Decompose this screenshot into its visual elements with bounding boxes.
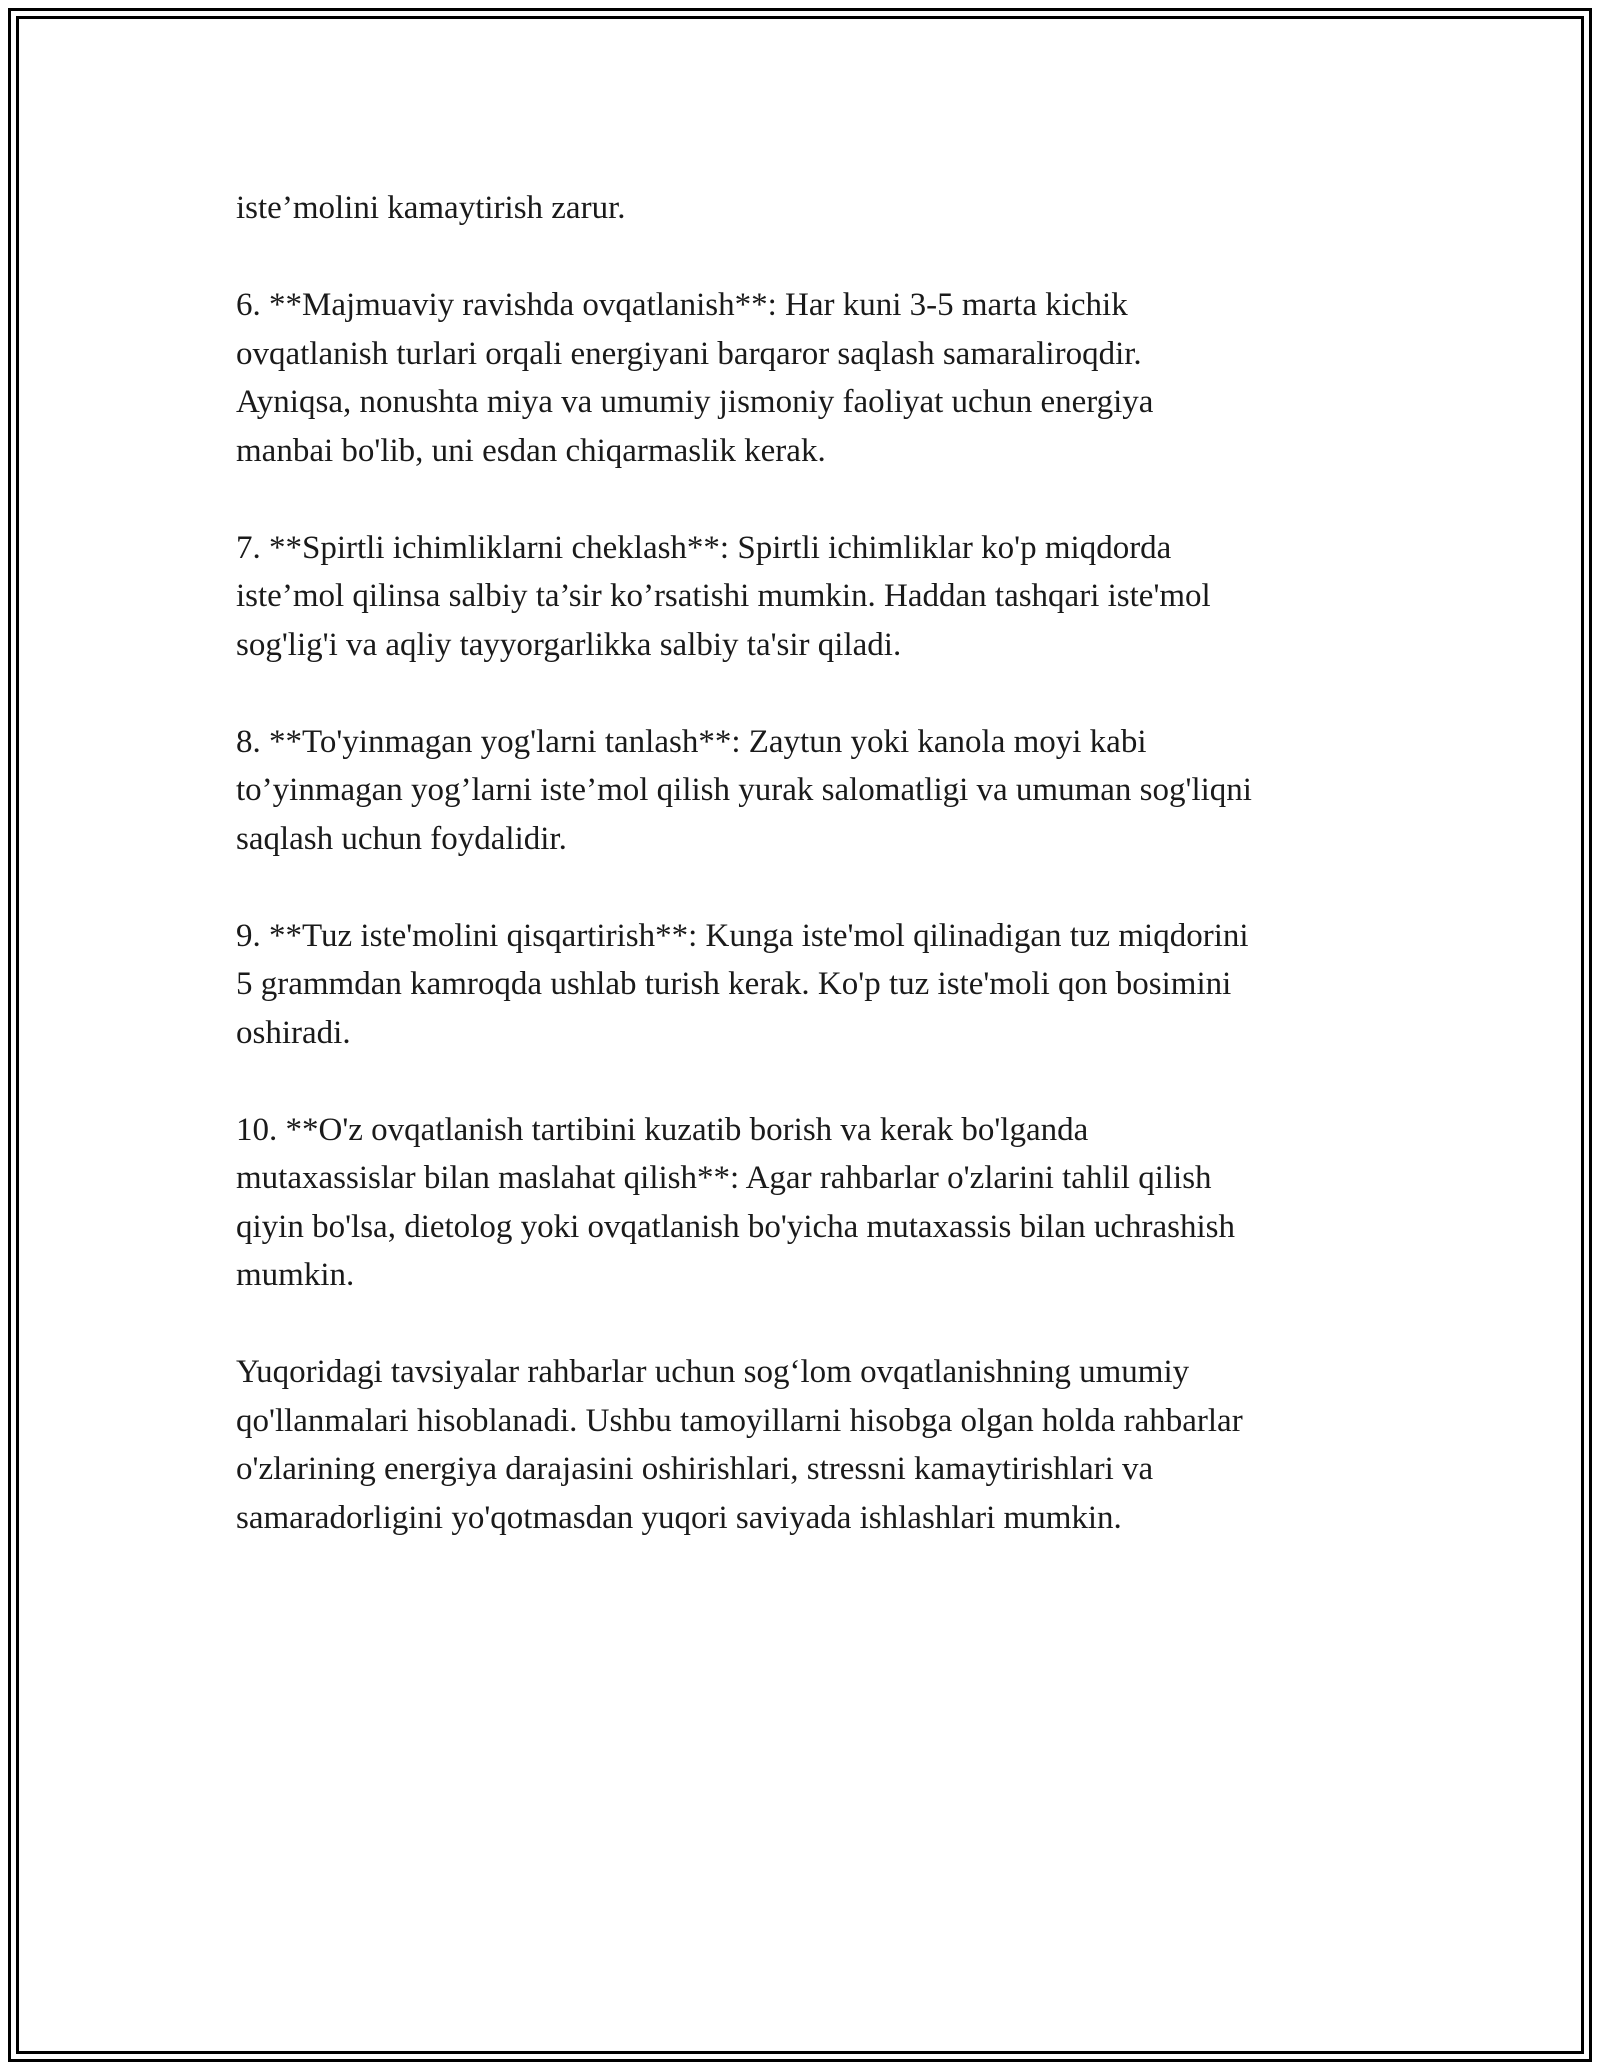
- paragraph-continuation: iste’molini kamaytirish zarur.: [236, 190, 626, 226]
- list-item-8: 8. **To'yinmagan yog'larni tanlash**: Zaytun yoki kanola moyi kabi to’yinmagan yog’larni iste’mol qilish yurak salomatligi va umuman sog'liqni saqlash uchun foydalidir.: [236, 723, 1252, 857]
- list-item-9: 9. **Tuz iste'molini qisqartirish**: Kunga iste'mol qilinadigan tuz miqdorini 5 grammdan kamroqda ushlab turish kerak. Ko'p tuz iste'moli qon bosimini oshiradi.: [236, 917, 1249, 1051]
- list-item-6: 6. **Majmuaviy ravishda ovqatlanish**: Har kuni 3-5 marta kichik ovqatlanish turlari orqali energiyani barqaror saqlash samaraliroqdir. Ayniqsa, nonushta miya va umumiy jismoniy faoliyat uchun energiya manbai bo'lib, uni esdan chiqarmaslik kerak.: [236, 287, 1154, 469]
- conclusion-paragraph: Yuqoridagi tavsiyalar rahbarlar uchun sog‘lom ovqatlanishning umumiy qo'llanmalari hisoblanadi. Ushbu tamoyillarni hisobga olgan holda rahbarlar o'zlarining energiya darajasini oshirishlari, stressni kamaytirishlari va samaradorligini yo'qotmasdan yuqori saviyada ishlashlari mumkin.: [236, 1354, 1243, 1536]
- list-item-10: 10. **O'z ovqatlanish tartibini kuzatib borish va kerak bo'lganda mutaxassislar bilan maslahat qilish**: Agar rahbarlar o'zlarini tahlil qilish qiyin bo'lsa, dietolog yoki ovqatlanish bo'yicha mutaxassis bilan uchrashish mumkin.: [236, 1111, 1236, 1293]
- document-body: [236, 184, 1376, 1542]
- list-item-7: 7. **Spirtli ichimliklarni cheklash**: Spirtli ichimliklar ko'p miqdorda iste’mol qilinsa salbiy ta’sir ko’rsatishi mumkin. Haddan tashqari iste'mol sog'lig'i va aqliy tayyorgarlikka salbiy ta'sir qiladi.: [236, 529, 1211, 663]
